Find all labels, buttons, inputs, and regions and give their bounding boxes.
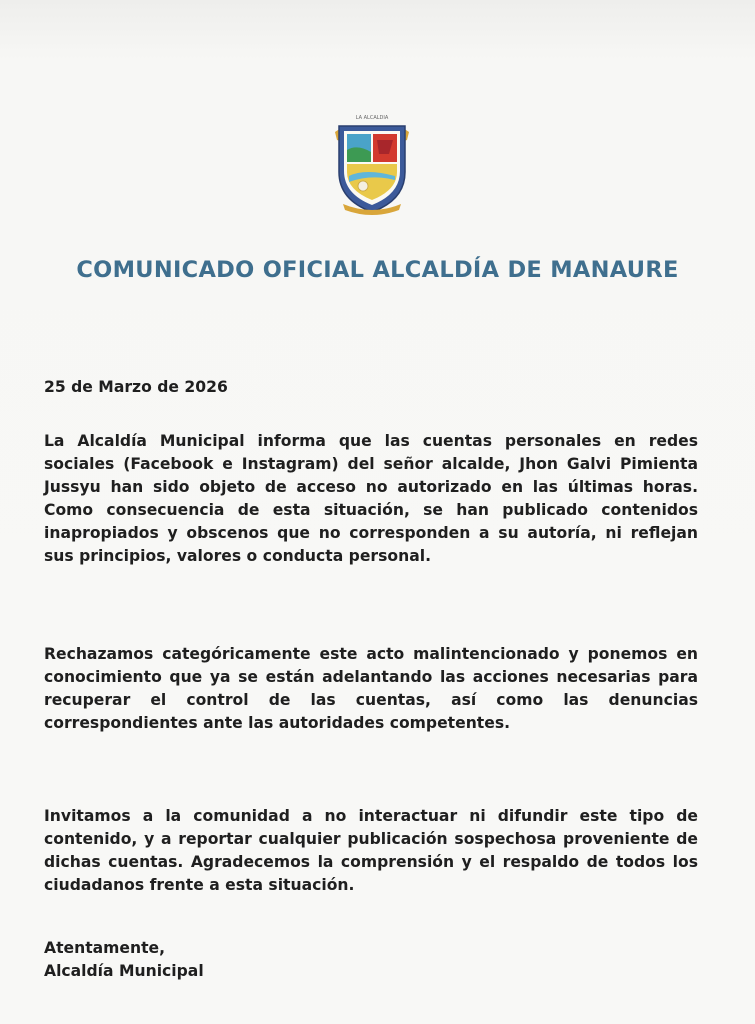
paragraph-account-hacked: La Alcaldía Municipal informa que las cuentas personales en redes sociales (Facebook e Instagram) del señor alcalde, Jhon Galvi Pimienta Jussyu han sido objeto de acceso no autorizado en las últimas horas. Como consecuencia de esta situación, se han publicado contenidos inapropiados y obscenos que no corresponden a su autoría, ni reflejan sus principios, valores o conducta personal.	[44, 432, 698, 565]
document-title: COMUNICADO OFICIAL ALCALDÍA DE MANAURE	[76, 257, 679, 283]
signature: Alcaldía Municipal	[44, 962, 204, 980]
paragraph-invitation: Invitamos a la comunidad a no interactuar ni difundir este tipo de contenido, y a reportar cualquier publicación sospechosa proveniente de dichas cuentas. Agradecemos la comprensión y el respaldo de todos los ciudadanos frente a esta situación.	[44, 807, 698, 894]
svg-text:LA ALCALDIA: LA ALCALDIA	[355, 115, 389, 121]
paragraph-rejection: Rechazamos categóricamente este acto malintencionado y ponemos en conocimiento que ya se están adelantando las acciones necesarias para recuperar el control de las cuentas, así como las denuncias correspondientes ante las autoridades competentes.	[44, 645, 698, 732]
closing-block	[44, 937, 698, 983]
document-date: 25 de Marzo de 2026	[44, 378, 228, 396]
closing-salutation: Atentamente,	[44, 939, 166, 957]
municipal-coat-of-arms-icon	[331, 110, 413, 216]
